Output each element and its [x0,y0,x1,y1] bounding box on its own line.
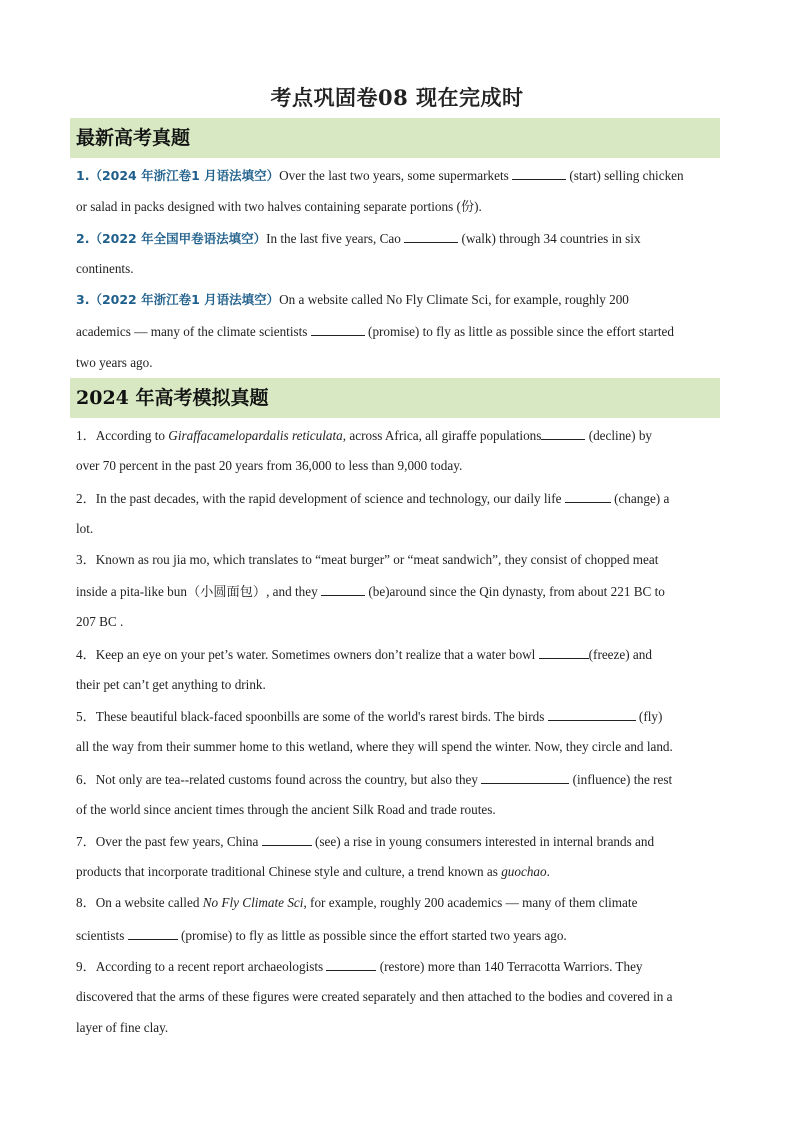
answer-blank[interactable] [404,230,458,243]
mock-question-2-hint: (change) a [610,491,670,506]
mock-question-9-line-3: layer of fine clay. [76,1020,169,1035]
mock-question-4-line-1 [76,646,720,663]
mock-question-9-line-1 [76,958,720,975]
answer-blank[interactable] [326,958,376,971]
mock-question-8-line-1 [76,895,720,911]
mock-question-6-line-1 [76,771,720,788]
mock-question-7-italic: guochao [501,864,547,879]
mock-question-7-line-1 [76,833,720,850]
mock-question-8-line-2 [76,927,720,944]
exam-question-1-text: Over the last two years, some supermarkets [279,168,509,183]
mock-question-2-text: 2．In the past decades, with the rapid development of science and technology, our daily life [76,491,562,506]
mock-question-1-italic: Giraffacamelopardalis reticulata [168,428,343,443]
answer-blank[interactable] [541,427,585,440]
mock-question-5-text: 5．These beautiful black-faced spoonbills are some of the world's rarest birds. The birds [76,709,545,724]
mock-question-2-line-1 [76,490,720,507]
mock-question-1-line-2: over 70 percent in the past 20 years from 36,000 to less than 9,000 today. [76,458,463,473]
answer-blank[interactable] [548,708,636,721]
mock-question-5-line-2: all the way from their summer home to this wetland, where they will spend the winter. Now, they circle and land. [76,739,673,754]
mock-question-7-text-2: products that incorporate traditional Chinese style and culture, a trend known as [76,864,502,879]
mock-question-9-hint: (restore) more than 140 Terracotta Warriors. They [376,959,643,974]
answer-blank[interactable] [321,583,365,596]
mock-question-1-hint: (decline) by [585,428,653,443]
answer-blank[interactable] [539,646,589,659]
exam-question-2-line-2: continents. [76,261,134,276]
mock-question-1-text: 1．According to [76,428,169,443]
exam-question-3-line-3: two years ago. [76,355,153,370]
exam-question-1-line-2: or salad in packs designed with two halves containing separate portions (份). [76,199,482,214]
exam-question-2-line-1 [76,230,720,247]
section-heading-latest-exam: 最新高考真题 [70,118,720,158]
mock-question-7-text: 7．Over the past few years, China [76,834,259,849]
exam-question-2-tag: 2.（2022 年全国甲卷语法填空） [76,231,267,246]
answer-blank[interactable] [565,490,611,503]
exam-question-3-line-1 [76,292,720,308]
exam-question-3-hint: (promise) to fly as little as possible since the effort started [368,324,674,339]
answer-blank[interactable] [512,167,566,180]
answer-blank[interactable] [311,323,365,336]
mock-question-3-text: inside a pita-like bun（小圆面包）, and they [76,584,318,599]
page-title: 考点巩固卷08 现在完成时 [270,85,524,110]
mock-question-8-text-2: , for example, roughly 200 academics — many of them climate [303,895,638,910]
mock-question-4-text: 4．Keep an eye on your pet’s water. Sometimes owners don’t realize that a water bowl [76,647,536,662]
mock-question-3-line-1: 3．Known as rou jia mo, which translates to “meat burger” or “meat sandwich”, they consist of chopped meat [76,552,659,567]
mock-question-2-line-2: lot. [76,521,94,536]
mock-question-4-hint: (freeze) and [588,647,652,662]
exam-question-3-text-2: academics — many of the climate scientists [76,324,308,339]
mock-question-6-text: 6．Not only are tea--related customs found across the country, but also they [76,772,478,787]
exam-question-3-line-2 [76,323,720,340]
mock-question-9-text: 9．According to a recent report archaeologists [76,959,324,974]
mock-question-8-text-3: scientists [76,928,125,943]
mock-question-7-period: . [546,864,550,879]
mock-question-5-line-1 [76,708,720,725]
mock-question-4-line-2: their pet can’t get anything to drink. [76,677,266,692]
answer-blank[interactable] [128,927,178,940]
mock-question-8-italic: No Fly Climate Sci [202,895,304,910]
section-heading-mock-exam: 2024 年高考模拟真题 [70,378,720,418]
exam-question-3-tag: 3.（2022 年浙江卷1 月语法填空） [76,292,280,307]
exam-question-1-tag: 1.（2024 年浙江卷1 月语法填空） [76,168,280,183]
answer-blank[interactable] [481,771,569,784]
mock-question-7-hint: (see) a rise in young consumers interested in internal brands and [311,834,655,849]
answer-blank[interactable] [262,833,312,846]
mock-question-6-line-2: of the world since ancient times through the ancient Silk Road and trade routes. [76,802,496,817]
exam-question-2-text: In the last five years, Cao [266,231,401,246]
mock-question-3-line-2 [76,583,720,600]
exam-question-2-hint: (walk) through 34 countries in six [461,231,641,246]
exam-question-1-hint: (start) selling chicken [569,168,684,183]
mock-question-1-line-1 [76,427,720,444]
exam-question-3-text: On a website called No Fly Climate Sci, for example, roughly 200 [279,292,629,307]
mock-question-3-hint: (be)around since the Qin dynasty, from about 221 BC to [365,584,665,599]
mock-question-3-line-3: 207 BC . [76,614,124,629]
mock-question-6-hint: (influence) the rest [569,772,673,787]
mock-question-9-line-2: discovered that the arms of these figures were created separately and then attached to the bodies and covered in a [76,989,673,1004]
exam-question-1-line-1 [76,167,720,184]
mock-question-8-hint: (promise) to fly as little as possible since the effort started two years ago. [177,928,567,943]
mock-question-1-text-2: , across Africa, all giraffe populations [342,428,542,443]
mock-question-5-hint: (fly) [635,709,663,724]
mock-question-8-text: 8．On a website called [76,895,203,910]
mock-question-7-line-2 [76,864,720,880]
